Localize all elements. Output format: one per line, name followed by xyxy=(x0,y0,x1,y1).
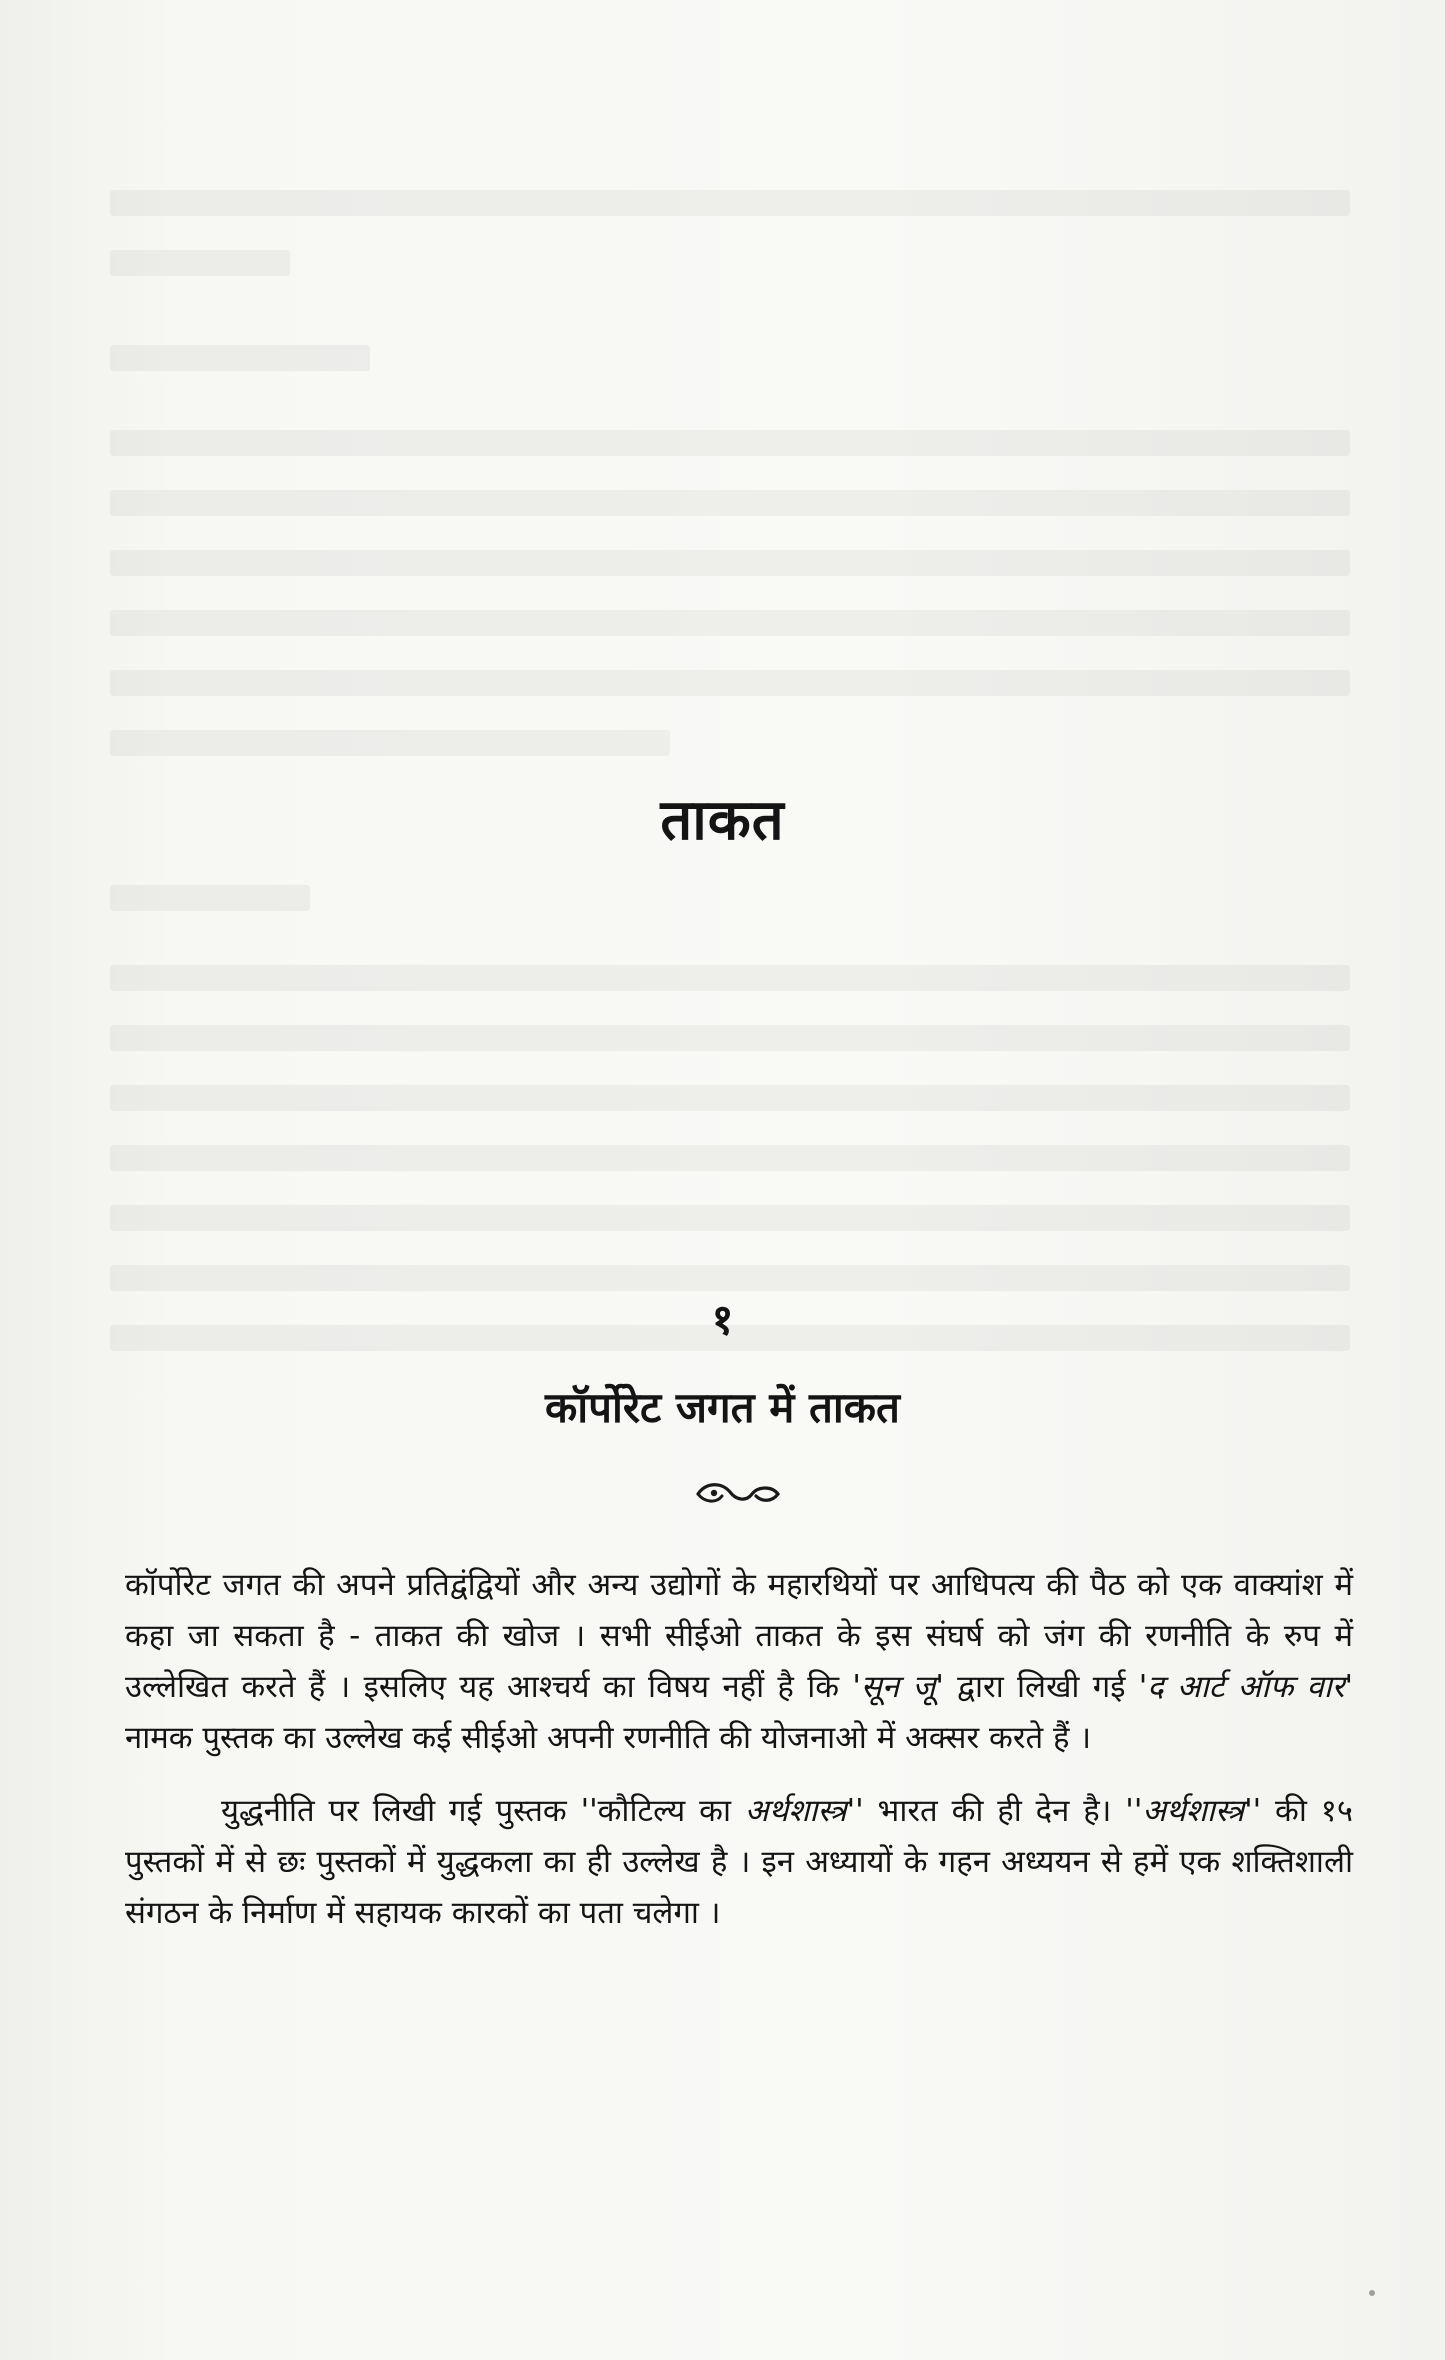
book-title: 'द आर्ट ऑफ वार' xyxy=(1138,1669,1354,1705)
chapter-title: कॉर्पोरेट जगत में ताकत xyxy=(545,1383,900,1432)
bleed-through-line xyxy=(110,1265,1350,1291)
paragraph-text: द्वारा लिखी गई xyxy=(943,1669,1139,1705)
paragraph-text: '' की १५ पुस्तकों में से छः पुस्तकों में युद्धकला का ही उल्लेख है । इन अध्यायों के गहन अध्ययन से हमें एक शक्तिशाली संगठन के निर्माण में सहायक कारकों का पता चलेगा । xyxy=(125,1793,1353,1931)
book-title: अर्थशास्त्र xyxy=(1142,1793,1245,1829)
bleed-through-line xyxy=(110,430,1350,456)
paragraph-text: नामक पुस्तक का उल्लेख कई सीईओ अपनी रणनीति की योजनाओ में अक्सर करते हैं । xyxy=(125,1720,1092,1756)
page-speck xyxy=(1369,2290,1375,2296)
bleed-through-line xyxy=(110,965,1350,991)
paragraph-text: युद्धनीति पर लिखी गई पुस्तक ''कौटिल्य का xyxy=(221,1793,745,1829)
author-name: 'सून जू' xyxy=(852,1669,944,1705)
bleed-through-line xyxy=(110,610,1350,636)
chapter-number: १ xyxy=(711,1295,734,1344)
paragraph xyxy=(125,1786,1353,1939)
bleed-through-line xyxy=(110,730,670,756)
bleed-through-line xyxy=(110,1025,1350,1051)
section-title: ताकत xyxy=(660,788,785,853)
bleed-through-line xyxy=(110,1205,1350,1231)
bleed-through-line xyxy=(110,550,1350,576)
bleed-through-line xyxy=(110,1145,1350,1171)
flourish-ornament-icon xyxy=(692,1476,784,1510)
bleed-through-line xyxy=(110,1085,1350,1111)
paragraph-text: '' भारत की ही देन है। '' xyxy=(846,1793,1143,1829)
bleed-through-line xyxy=(110,190,1350,216)
book-title: अर्थशास्त्र xyxy=(744,1793,847,1829)
bleed-through-line xyxy=(110,345,370,371)
bleed-through-line xyxy=(110,670,1350,696)
paragraph xyxy=(125,1560,1353,1764)
bleed-through-line xyxy=(110,250,290,276)
paragraph-text: कॉर्पोरेट जगत की अपने प्रतिद्वंद्वियों और अन्य उद्योगों के महारथियों पर आधिपत्य की पैठ को एक वाक्यांश में कहा जा सकता है - ताकत की खोज । सभी सीईओ ताकत के इस संघर्ष को जंग की रणनीति के रुप में उल्लेखित करते हैं । इसलिए यह आश्चर्य का विषय नहीं है कि xyxy=(125,1567,1353,1705)
chapter-body xyxy=(125,1560,1353,1961)
bleed-through-line xyxy=(110,490,1350,516)
bleed-through-line xyxy=(110,885,310,911)
